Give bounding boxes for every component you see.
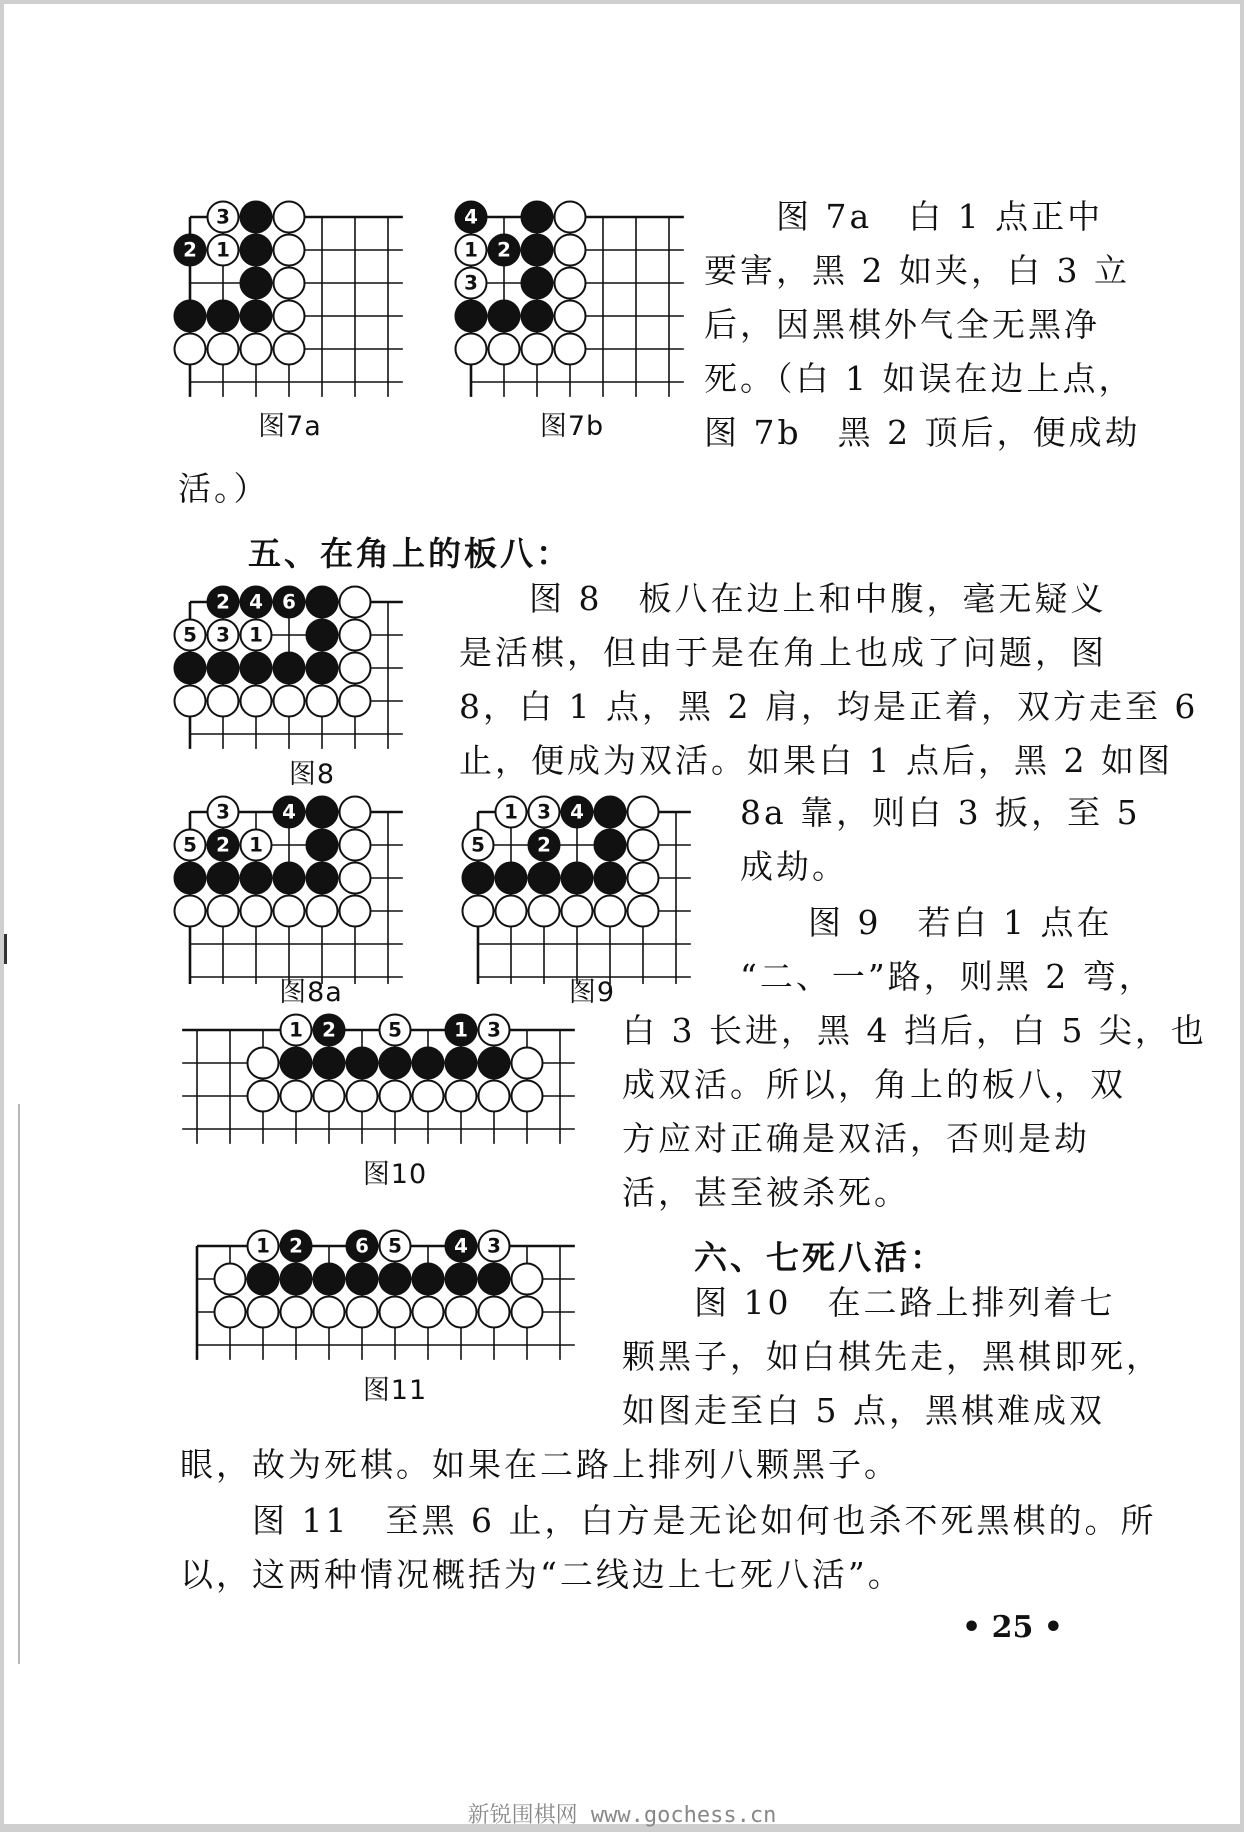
paragraph-fig10-continued xyxy=(622,1004,1207,1220)
white-stone xyxy=(511,1263,542,1294)
white-stone xyxy=(313,1296,344,1327)
move-number: 2 xyxy=(537,833,551,857)
black-stone xyxy=(247,1263,278,1294)
white-stone xyxy=(214,1296,245,1327)
white-stone xyxy=(280,1296,311,1327)
figure-caption: 图8 xyxy=(288,759,336,790)
white-stone xyxy=(214,1263,245,1294)
move-number: 3 xyxy=(537,800,551,824)
white-stone xyxy=(346,1296,377,1327)
white-stone xyxy=(627,796,658,827)
move-number: 1 xyxy=(256,1234,270,1258)
move-number: 1 xyxy=(216,238,230,262)
text-line: 后，因黑棋外气全无黑净 xyxy=(704,305,1100,344)
move-number: 6 xyxy=(282,590,296,614)
white-stone xyxy=(627,895,658,926)
text-line: 成劫。 xyxy=(740,847,848,886)
black-stone xyxy=(445,1263,476,1294)
move-number: 2 xyxy=(289,1234,303,1258)
paragraph-end xyxy=(178,462,270,516)
figure-caption: 图7b xyxy=(539,411,605,442)
move-number: 5 xyxy=(183,623,197,647)
white-stone xyxy=(478,1296,509,1327)
paragraph-fig8a xyxy=(740,786,1141,894)
paragraph-fig11 xyxy=(180,1494,1156,1602)
move-number: 1 xyxy=(454,1018,468,1042)
paragraph-fig8 xyxy=(459,572,1199,788)
white-stone xyxy=(511,1296,542,1327)
move-number: 5 xyxy=(388,1018,402,1042)
text-line: 止，便成为双活。如果白 1 点后，黑 2 如图 xyxy=(459,741,1173,780)
text-line: 图 7a 白 1 点正中 xyxy=(776,197,1104,236)
move-number: 4 xyxy=(570,800,584,824)
text-line: 眼，故为死棋。如果在二路上排列八颗黑子。 xyxy=(180,1445,900,1484)
move-number: 1 xyxy=(504,800,518,824)
text-line: 死。（白 1 如误在边上点， xyxy=(704,359,1135,398)
text-line: 活，甚至被杀死。 xyxy=(622,1173,910,1212)
white-stone xyxy=(412,1296,443,1327)
white-stone xyxy=(627,862,658,893)
section-heading-5: 五、在角上的板八： xyxy=(248,534,572,573)
text-line: 要害，黑 2 如夹，白 3 立 xyxy=(704,251,1130,290)
text-line: 如图走至白 5 点，黑棋难成双 xyxy=(622,1391,1105,1430)
text-line: 8a 靠，则白 3 扳，至 5 xyxy=(740,793,1141,832)
move-number: 2 xyxy=(183,238,197,262)
text-line: 图 7b 黑 2 顶后，便成劫 xyxy=(704,413,1141,452)
move-number: 4 xyxy=(282,800,296,824)
text-line: 以，这两种情况概括为“二线边上七死八活”。 xyxy=(180,1555,904,1594)
figure-caption: 图9 xyxy=(568,977,616,1008)
move-number: 3 xyxy=(216,623,230,647)
scan-mark xyxy=(18,1104,20,1664)
text-line: 白 3 长进，黑 4 挡后，白 5 尖，也 xyxy=(622,1011,1207,1050)
paragraph-fig9 xyxy=(740,896,1155,1004)
figure-caption: 图11 xyxy=(362,1375,428,1406)
black-stone xyxy=(313,1263,344,1294)
text-line: 图 10 在二路上排列着七 xyxy=(694,1283,1116,1322)
move-number: 5 xyxy=(471,833,485,857)
paragraph-fig10-end xyxy=(180,1438,900,1492)
white-stone xyxy=(445,1296,476,1327)
move-number: 3 xyxy=(487,1018,501,1042)
figure-caption: 图7a xyxy=(258,411,322,442)
white-stone xyxy=(627,829,658,860)
move-number: 2 xyxy=(216,590,230,614)
black-stone xyxy=(478,1263,509,1294)
text-line: 是活棋，但由于是在角上也成了问题，图 xyxy=(459,633,1107,672)
black-stone xyxy=(412,1263,443,1294)
section-heading-6: 六、七死八活： xyxy=(694,1238,946,1277)
watermark-footer: 新锐围棋网 www.gochess.cn xyxy=(467,1803,777,1828)
move-number: 4 xyxy=(454,1234,468,1258)
text-line: 8，白 1 点，黑 2 肩，均是正着，双方走至 6 xyxy=(459,687,1199,726)
move-number: 2 xyxy=(497,238,511,262)
paragraph-fig7 xyxy=(704,190,1141,460)
page-number: • 25 • xyxy=(962,1610,1063,1645)
move-number: 3 xyxy=(216,800,230,824)
black-stone xyxy=(379,1263,410,1294)
move-number: 1 xyxy=(289,1018,303,1042)
move-number: 1 xyxy=(249,623,263,647)
book-page xyxy=(4,4,1240,1824)
move-number: 1 xyxy=(249,833,263,857)
move-number: 5 xyxy=(183,833,197,857)
text-line: 成双活。所以，角上的板八，双 xyxy=(622,1065,1126,1104)
paragraph-fig10 xyxy=(622,1276,1162,1438)
move-number: 4 xyxy=(249,590,263,614)
move-number: 3 xyxy=(487,1234,501,1258)
move-number: 4 xyxy=(464,205,478,229)
text-line: 颗黑子，如白棋先走，黑棋即死， xyxy=(622,1337,1162,1376)
text-line: 活。） xyxy=(178,469,270,508)
move-number: 1 xyxy=(464,238,478,262)
text-line: 方应对正确是双活，否则是劫 xyxy=(622,1119,1090,1158)
black-stone xyxy=(346,1263,377,1294)
black-stone xyxy=(280,1263,311,1294)
move-number: 6 xyxy=(355,1234,369,1258)
move-number: 5 xyxy=(388,1234,402,1258)
move-number: 2 xyxy=(216,833,230,857)
text-line: 图 8 板八在边上和中腹，毫无疑义 xyxy=(529,579,1107,618)
text-line: “二、一”路，则黑 2 弯， xyxy=(740,957,1155,996)
text-line: 图 11 至黑 6 止，白方是无论如何也杀不死黑棋的。所 xyxy=(252,1501,1157,1540)
move-number: 3 xyxy=(216,205,230,229)
figure-caption: 图8a xyxy=(279,977,343,1008)
white-stone xyxy=(379,1296,410,1327)
scan-mark xyxy=(4,934,7,964)
white-stone xyxy=(247,1296,278,1327)
text-line: 图 9 若白 1 点在 xyxy=(808,903,1113,942)
figure-caption: 图10 xyxy=(362,1159,428,1190)
move-number: 2 xyxy=(322,1018,336,1042)
move-number: 3 xyxy=(464,271,478,295)
